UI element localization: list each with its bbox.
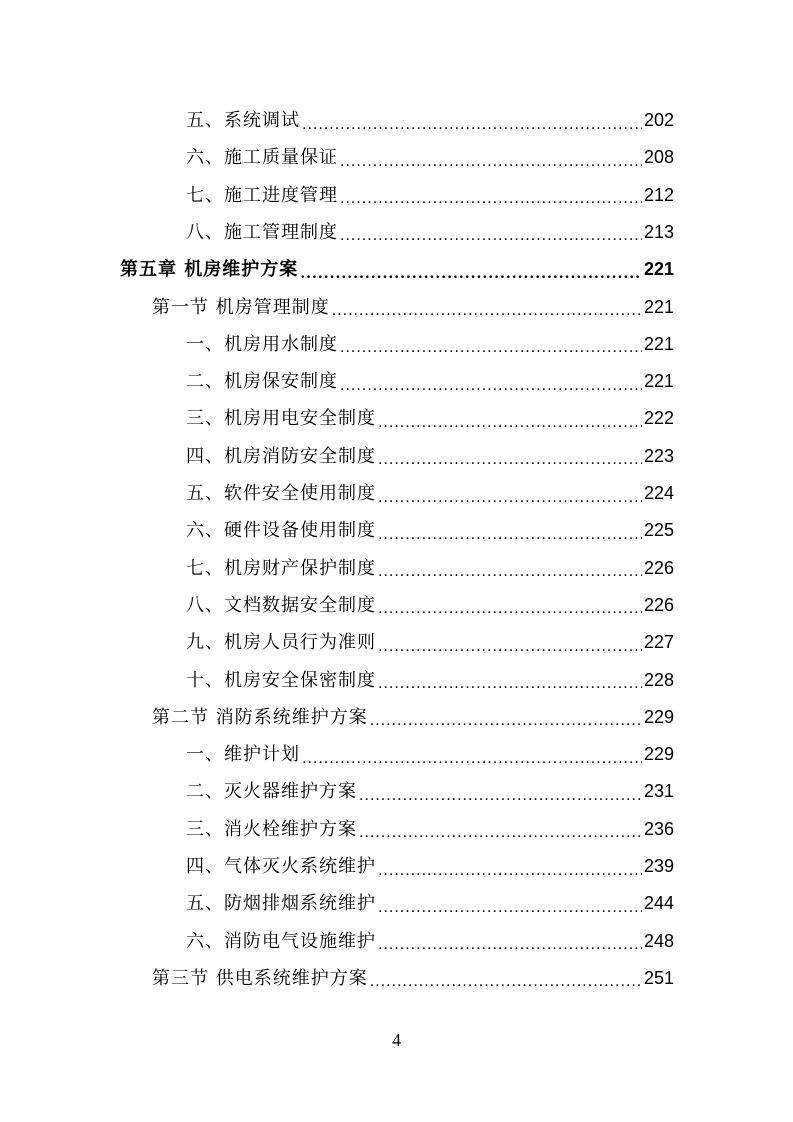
toc-entry-item[interactable] xyxy=(186,102,674,139)
toc-dot-leader xyxy=(340,152,642,172)
toc-entry-title: 五、防烟排烟系统维护 xyxy=(186,893,376,915)
toc-entry-title: 四、气体灭火系统维护 xyxy=(186,856,376,877)
toc-entry-title: 二、灭火器维护方案 xyxy=(186,781,357,803)
toc-entry-page-number: 226 xyxy=(643,594,674,615)
toc-dot-leader xyxy=(378,450,642,470)
toc-entry-page-number: 221 xyxy=(643,296,674,317)
toc-entry-page-number: 248 xyxy=(643,930,674,951)
toc-dot-leader xyxy=(302,115,642,135)
toc-entry-title: 六、硬件设备使用制度 xyxy=(186,520,376,542)
toc-dot-leader xyxy=(359,823,642,843)
toc-dot-leader xyxy=(378,599,642,619)
toc-dot-leader xyxy=(378,637,642,657)
toc-entry-page-number: 244 xyxy=(643,893,674,914)
toc-dot-leader xyxy=(378,413,642,433)
toc-dot-leader xyxy=(332,301,642,321)
toc-entry-item[interactable] xyxy=(186,773,674,810)
toc-entry-title: 第五章 机房维护方案 xyxy=(120,259,299,281)
toc-entry-title: 四、机房消防安全制度 xyxy=(186,445,376,467)
toc-dot-leader xyxy=(340,376,642,396)
toc-entry-page-number: 208 xyxy=(643,147,674,168)
toc-dot-leader xyxy=(378,488,642,508)
toc-dot-leader xyxy=(340,189,642,209)
toc-entry-item[interactable] xyxy=(186,363,674,400)
toc-entry-item[interactable] xyxy=(186,177,674,214)
toc-entry-title: 七、施工进度管理 xyxy=(186,184,338,206)
toc-entry-title: 一、维护计划 xyxy=(186,744,300,766)
toc-entry-title: 六、消防电气设施维护 xyxy=(186,930,376,952)
toc-entry-page-number: 221 xyxy=(643,259,674,280)
toc-dot-leader xyxy=(378,562,642,582)
toc-entry-page-number: 227 xyxy=(643,632,674,653)
toc-entry-page-number: 225 xyxy=(643,520,674,541)
page-number: 4 xyxy=(392,1030,401,1050)
toc-dot-leader xyxy=(378,525,642,545)
toc-entry-item[interactable] xyxy=(186,923,674,960)
toc-entry-title: 三、消火栓维护方案 xyxy=(186,818,357,840)
toc-entry-item[interactable] xyxy=(186,624,674,661)
toc-entry-page-number: 228 xyxy=(643,669,674,690)
toc-dot-leader xyxy=(300,264,642,284)
toc-entry-item[interactable] xyxy=(186,400,674,437)
toc-entry-page-number: 239 xyxy=(643,856,674,876)
toc-entry-title: 二、机房保安制度 xyxy=(186,371,338,393)
toc-entry-item[interactable] xyxy=(186,662,674,699)
toc-entry-item[interactable] xyxy=(186,550,674,587)
toc-entry-section[interactable] xyxy=(152,699,674,736)
toc-entry-page-number: 213 xyxy=(643,221,674,242)
toc-entry-item[interactable] xyxy=(186,736,674,773)
toc-entry-title: 第二节 消防系统维护方案 xyxy=(152,706,368,728)
toc-entry-title: 十、机房安全保密制度 xyxy=(186,669,376,691)
toc-entry-page-number: 212 xyxy=(643,184,674,205)
toc-entry-page-number: 224 xyxy=(643,483,674,503)
toc-entry-title: 五、软件安全使用制度 xyxy=(186,483,376,504)
toc-entry-title: 三、机房用电安全制度 xyxy=(186,408,376,430)
toc-entry-section[interactable] xyxy=(152,960,674,997)
toc-entry-title: 第一节 机房管理制度 xyxy=(152,296,330,318)
toc-dot-leader xyxy=(378,674,642,694)
toc-entry-title: 九、机房人员行为准则 xyxy=(186,632,376,654)
toc-entry-section[interactable] xyxy=(152,289,674,326)
toc-dot-leader xyxy=(370,972,642,992)
toc-dot-leader xyxy=(378,898,642,918)
toc-entry-page-number: 229 xyxy=(643,706,674,727)
toc-entry-title: 六、施工质量保证 xyxy=(186,147,338,169)
toc-dot-leader xyxy=(378,935,642,955)
toc-entry-chapter[interactable] xyxy=(120,251,674,288)
toc-dot-leader xyxy=(302,749,642,769)
toc-entry-title: 五、系统调试 xyxy=(186,110,300,131)
toc-entry-title: 八、文档数据安全制度 xyxy=(186,594,376,616)
toc-entry-page-number: 222 xyxy=(643,408,674,429)
toc-entry-item[interactable] xyxy=(186,326,674,363)
toc-entry-page-number: 223 xyxy=(643,445,674,466)
toc-entry-item[interactable] xyxy=(186,811,674,848)
toc-dot-leader xyxy=(340,338,642,358)
toc-entry-item[interactable] xyxy=(186,438,674,475)
toc-entry-item[interactable] xyxy=(186,512,674,549)
toc-entry-item[interactable] xyxy=(186,475,674,512)
toc-entry-item[interactable] xyxy=(186,848,674,885)
toc-entry-page-number: 221 xyxy=(643,371,674,392)
toc-entry-page-number: 231 xyxy=(643,781,674,802)
toc-entry-item[interactable] xyxy=(186,139,674,176)
toc-entry-page-number: 226 xyxy=(643,557,674,578)
toc-entry-item[interactable] xyxy=(186,214,674,251)
toc-entry-title: 八、施工管理制度 xyxy=(186,221,338,243)
toc-dot-leader xyxy=(378,861,642,881)
toc-entry-page-number: 251 xyxy=(643,967,674,988)
toc-entry-page-number: 229 xyxy=(643,744,674,765)
toc-entry-title: 第三节 供电系统维护方案 xyxy=(152,967,368,989)
toc-entry-title: 七、机房财产保护制度 xyxy=(186,557,376,579)
toc-dot-leader xyxy=(370,711,642,731)
toc-dot-leader xyxy=(340,226,642,246)
toc-entry-title: 一、机房用水制度 xyxy=(186,333,338,355)
toc-entry-item[interactable] xyxy=(186,885,674,922)
toc-entry-item[interactable] xyxy=(186,587,674,624)
toc-entry-page-number: 202 xyxy=(643,110,674,130)
toc-entry-page-number: 221 xyxy=(643,333,674,354)
toc-entry-page-number: 236 xyxy=(643,818,674,839)
toc-dot-leader xyxy=(359,786,642,806)
